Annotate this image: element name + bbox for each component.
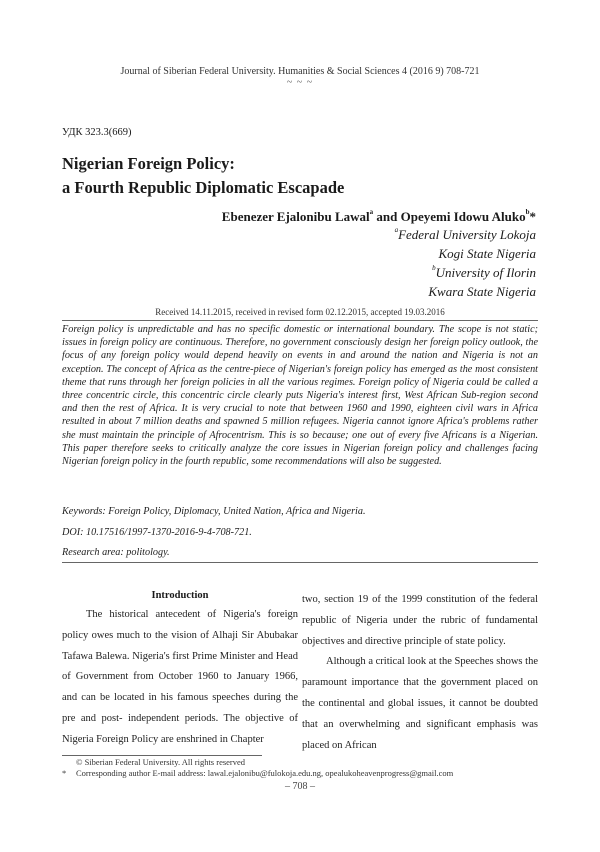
author-2-sup: b: [525, 208, 530, 216]
journal-header: Journal of Siberian Federal University. Humanities & Social Sciences 4 (2016 9) 708-721: [120, 66, 480, 77]
author-1-sup: a: [369, 208, 374, 216]
body-paragraph: two, section 19 of the 1999 constitution of the federal republic of Nigeria under the rubric of fundamental objectives and directive principle of state policy.: [302, 594, 538, 647]
footnote-star: *: [62, 768, 67, 778]
copyright-text: © Siberian Federal University. All rights reserved: [76, 757, 246, 767]
page-number: – 708 –: [285, 781, 315, 792]
footnote-rule: [62, 755, 262, 756]
affiliation-text: Kogi State Nigeria: [438, 246, 536, 261]
affiliation-line: [439, 246, 537, 262]
paper-title: [62, 152, 344, 200]
abstract: [62, 323, 538, 468]
right-column: [302, 590, 538, 756]
research-area: Research area: politology.: [62, 547, 170, 558]
authors: [222, 209, 536, 225]
affiliation-sup: b: [432, 264, 436, 272]
section-heading: Introduction: [151, 590, 209, 601]
author-1: Ebenezer Ejalonibu Lawal: [221, 209, 370, 224]
received-dates: Received 14.11.2015, received in revised form 02.12.2015, accepted 19.03.2016: [155, 307, 445, 317]
affiliation-line: [428, 284, 536, 300]
abstract-text: Foreign policy is unpredictable and has no specific domestic or international boundary. The scope is not static; issues in foreign policy are continuous. Therefore, no government consciously design her foreign policy outlook, the focus of any foreign policy would depend heavily on events in and around the nation and Nigeria is not an exception. The concept of Africa as the centre-piece of Nigerian's foreign policy has emerged as the most consistent theme that runs through her foreign policies in all the various regimes. Foreign policy of Nigeria could be called a three concentric circle, this concentric circle clearly puts Nigeria's interest first, West African Sub-region second and then the rest of Africa. It is very crucial to note that between 1960 and 1990, eighteen civil wars in Africa resulted in about 7 million deaths and spawned 5 million refugees. Nigeria cannot ignore Africa's problems rather she must maintain the principle of Afrocentrism. This is so because; one out of every five Africans is a Nigerian. This paper therefore seeks to critically analyze the core issues in Nigerian foreign policy and challenges facing Nigerian foreign policy in the fourth republic, some recommendations will also be suggested.: [62, 324, 538, 468]
affiliation-sup: a: [394, 226, 399, 234]
corresponding-footnote: [62, 768, 453, 778]
abstract-top-rule: [62, 320, 538, 321]
affiliation-text: Kwara State Nigeria: [428, 284, 536, 299]
affiliation-text: Federal University Lokoja: [398, 227, 536, 242]
left-column: [62, 605, 298, 751]
affiliation-text: University of Ilorin: [435, 265, 536, 280]
affiliation-line: [395, 227, 536, 243]
title-line-2: a Fourth Republic Diplomatic Escapade: [62, 178, 345, 197]
body-paragraph: Although a critical look at the Speeches shows the paramount importance that the government placed on the continental and global issues, it cannot be doubted that an overwhelming and significant emphasis was placed on African: [302, 656, 538, 751]
corresponding-text: Corresponding author E-mail address: lawal.ejalonibu@fulokoja.edu.ng, opealukoheavenprogress@gmail.com: [76, 768, 454, 778]
keywords: Keywords: Foreign Policy, Diplomacy, United Nation, Africa and Nigeria.: [62, 506, 366, 517]
corresponding-star: *: [529, 209, 536, 224]
copyright-footnote: [62, 757, 245, 767]
author-connector: and: [373, 209, 401, 224]
affiliation-line: [432, 265, 536, 281]
udk-code: УДК 323.3(669): [62, 127, 132, 138]
title-line-1: Nigerian Foreign Policy:: [62, 154, 235, 173]
author-2: Opeyemi Idowu Aluko: [400, 209, 526, 224]
doi: DOI: 10.17516/1997-1370-2016-9-4-708-721.: [62, 527, 252, 538]
body-paragraph: The historical antecedent of Nigeria's foreign policy owes much to the vision of Alhaji Sir Abubakar Tafawa Balewa. Nigeria's first Prime Minister and Head of Government from October 1960 to January 1966, and can be located in his famous speeches during the pre and post- independent periods. The objective of Nigeria Foreign Policy are enshrined in Chapter: [62, 609, 298, 745]
abstract-bottom-rule: [62, 562, 538, 563]
header-ornament: ~ ~ ~: [286, 77, 314, 88]
